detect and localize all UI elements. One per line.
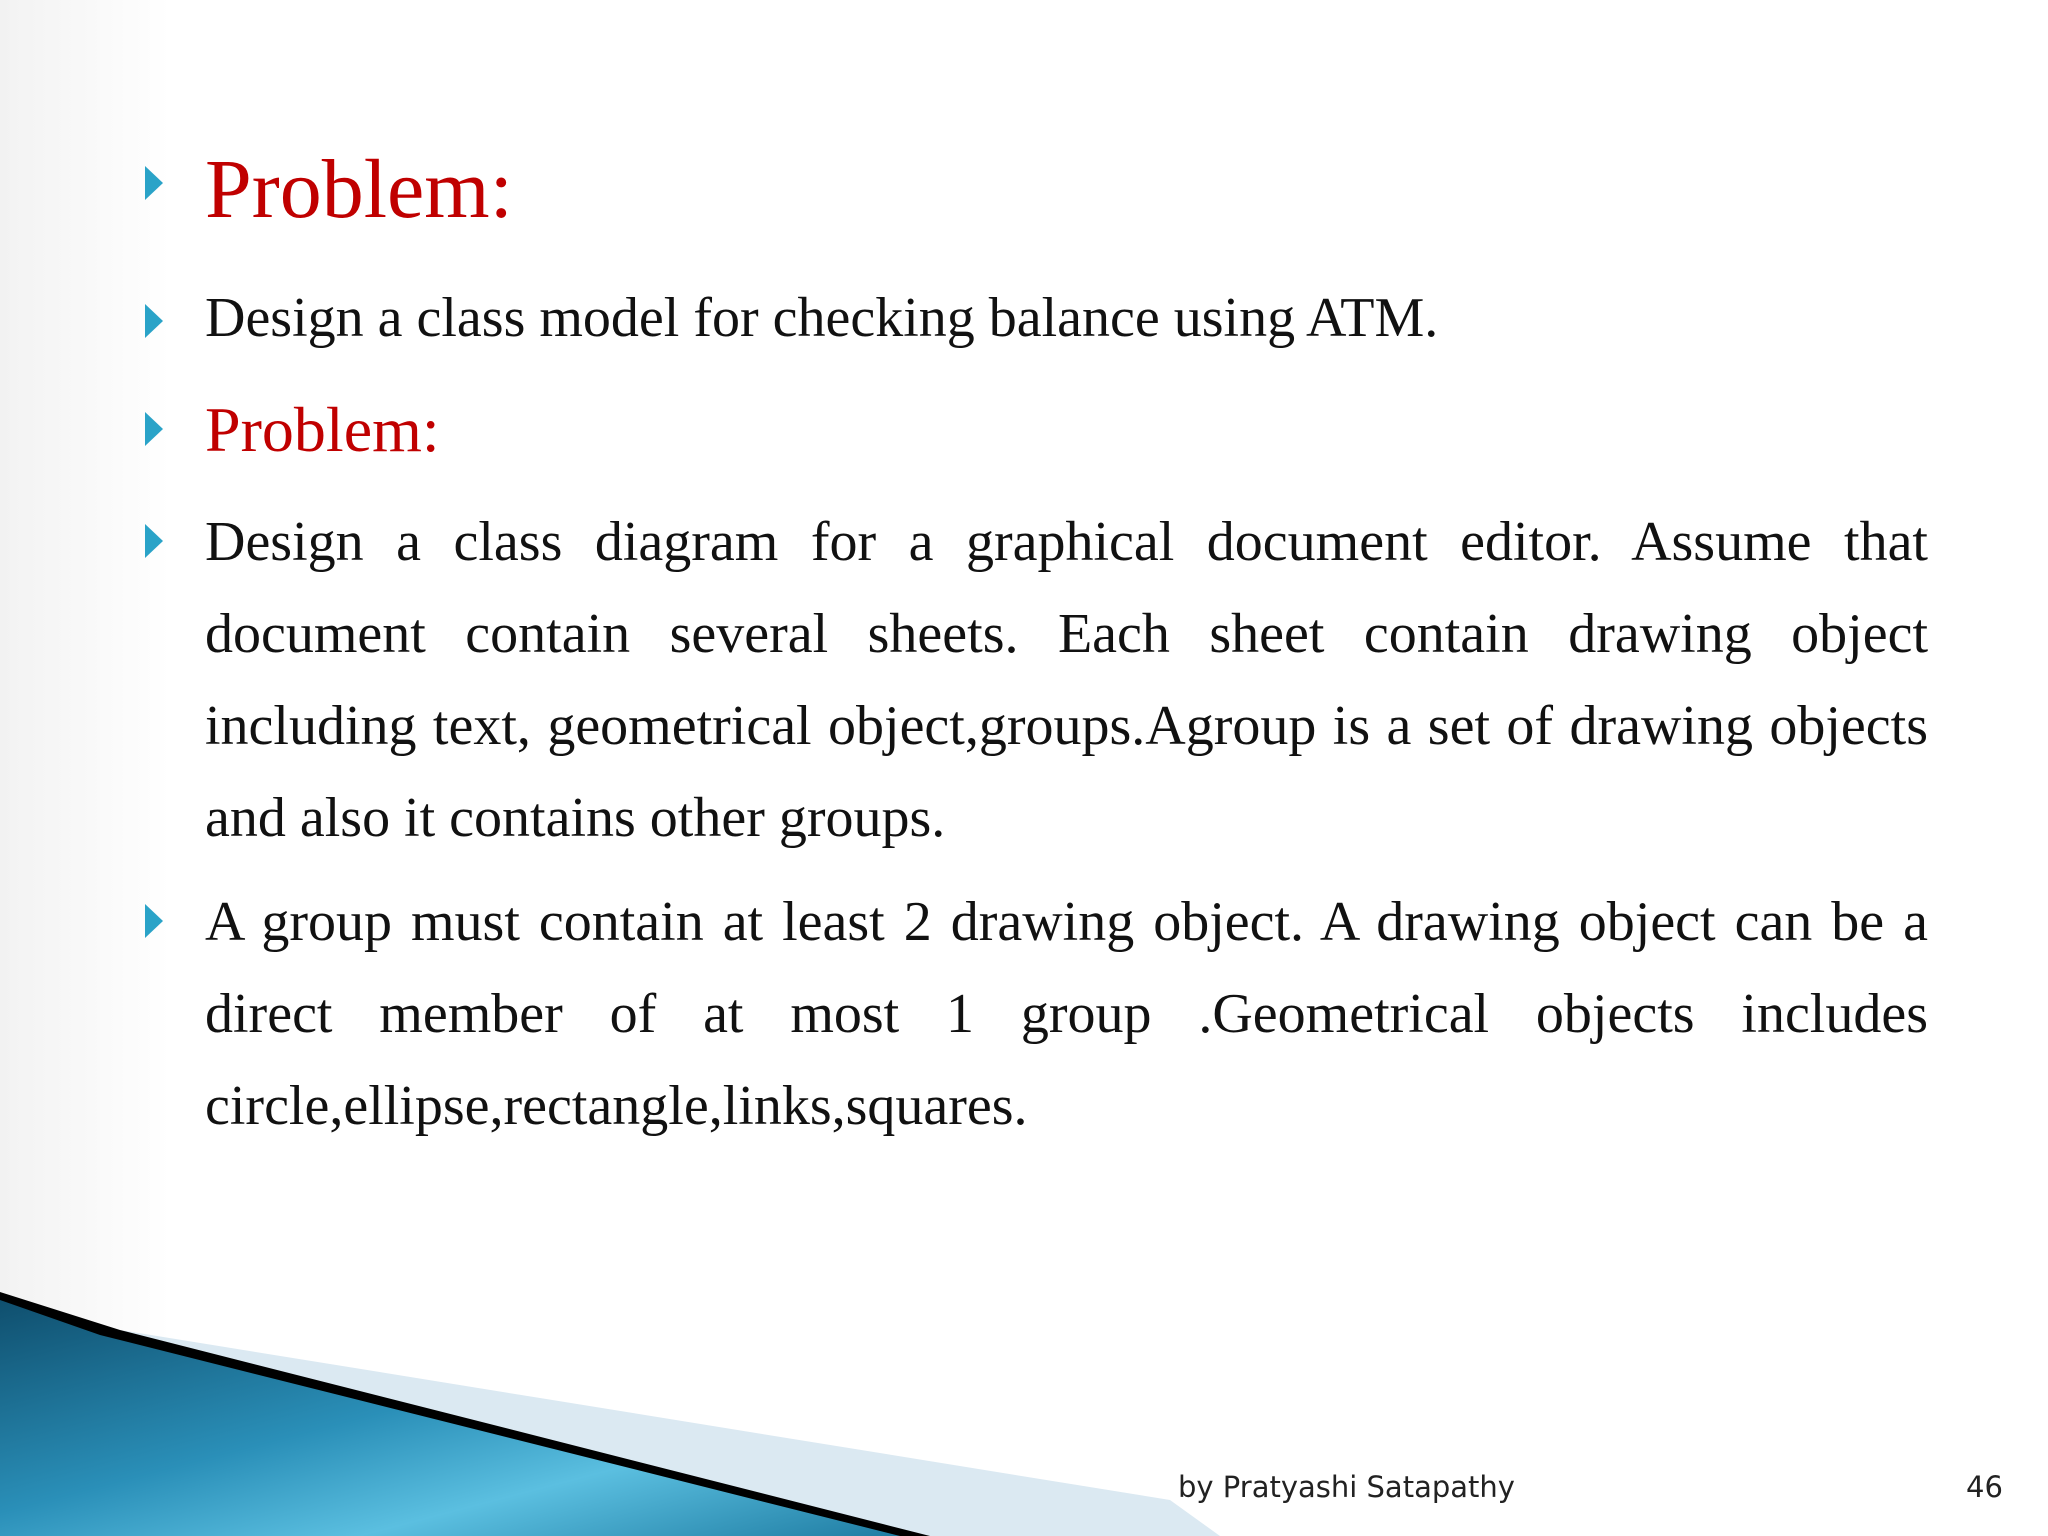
footer-author: by Pratyashi Satapathy [1178, 1470, 1515, 1504]
atm-problem-text: Design a class model for checking balance using ATM. [205, 287, 1439, 349]
problem-heading: Problem: [205, 394, 440, 465]
group-rules-text: A group must contain at least 2 drawing object. A drawing object can be a direct member of at most 1 group .Geometrical objects includes circle,ellipse,rectangle,links,squares. [205, 891, 1928, 1137]
triangle-bullet-icon [145, 904, 163, 938]
triangle-bullet-icon [145, 524, 163, 558]
page-number: 46 [1966, 1470, 2003, 1504]
problem-heading: Problem: [205, 143, 513, 236]
triangle-bullet-icon [145, 412, 163, 446]
triangle-bullet-icon [145, 166, 163, 200]
triangle-bullet-icon [145, 304, 163, 338]
document-editor-text: Design a class diagram for a graphical document editor. Assume that document contain several sheets. Each sheet contain drawing object including text, geometrical object,groups.Agroup is a set of drawing objects and also it contains other groups. [205, 511, 1928, 849]
